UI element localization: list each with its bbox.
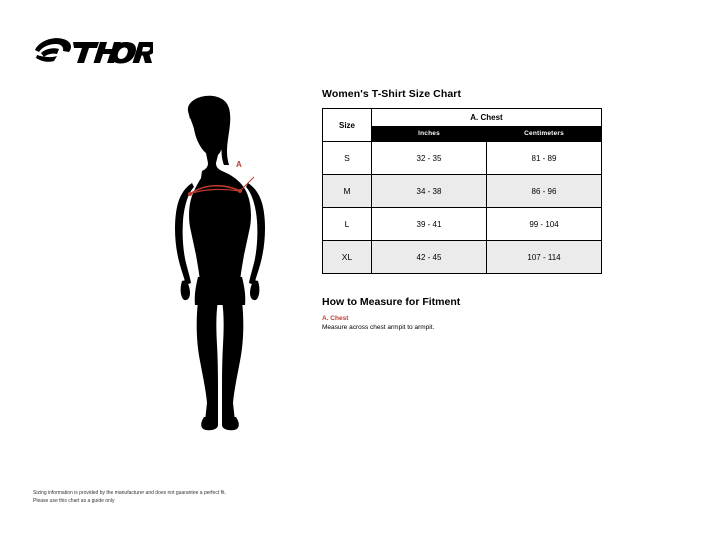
chart-content [322,88,604,331]
row-xl-cm: 107 - 114 [487,241,602,274]
female-body-silhouette [130,95,310,435]
table-row [323,208,602,241]
header-unit-centimeters: Centimeters [487,126,602,141]
size-chart-table [322,108,602,274]
row-s-cm: 81 - 89 [487,142,602,175]
table-row [323,142,602,175]
how-to-measure-key: A. Chest [322,315,349,322]
thor-helmet-logo [33,36,153,68]
row-l-inches: 39 - 41 [372,208,487,241]
how-to-measure-title: How to Measure for Fitment [322,296,461,308]
disclaimer-line-2: Please use this chart as a guide only [33,498,115,504]
row-size-xl: XL [323,241,372,274]
row-xl-inches: 42 - 45 [372,241,487,274]
disclaimer-line-1: Sizing information is provided by the manufacturer and does not guarantee a perfect fit. [33,490,226,496]
header-size: Size [323,109,372,142]
chest-measure-marker: A [236,160,242,169]
header-group-chest: A. Chest [372,109,602,127]
row-m-inches: 34 - 38 [372,175,487,208]
how-to-measure-description: Measure across chest armpit to armpit. [322,324,435,331]
table-row [323,175,602,208]
row-m-cm: 86 - 96 [487,175,602,208]
table-header-row-group [323,109,602,127]
row-s-inches: 32 - 35 [372,142,487,175]
page-title: Women's T-Shirt Size Chart [322,88,462,100]
row-size-l: L [323,208,372,241]
header-unit-inches: Inches [372,126,487,141]
row-l-cm: 99 - 104 [487,208,602,241]
row-size-s: S [323,142,372,175]
table-row [323,241,602,274]
disclaimer [33,489,453,505]
row-size-m: M [323,175,372,208]
